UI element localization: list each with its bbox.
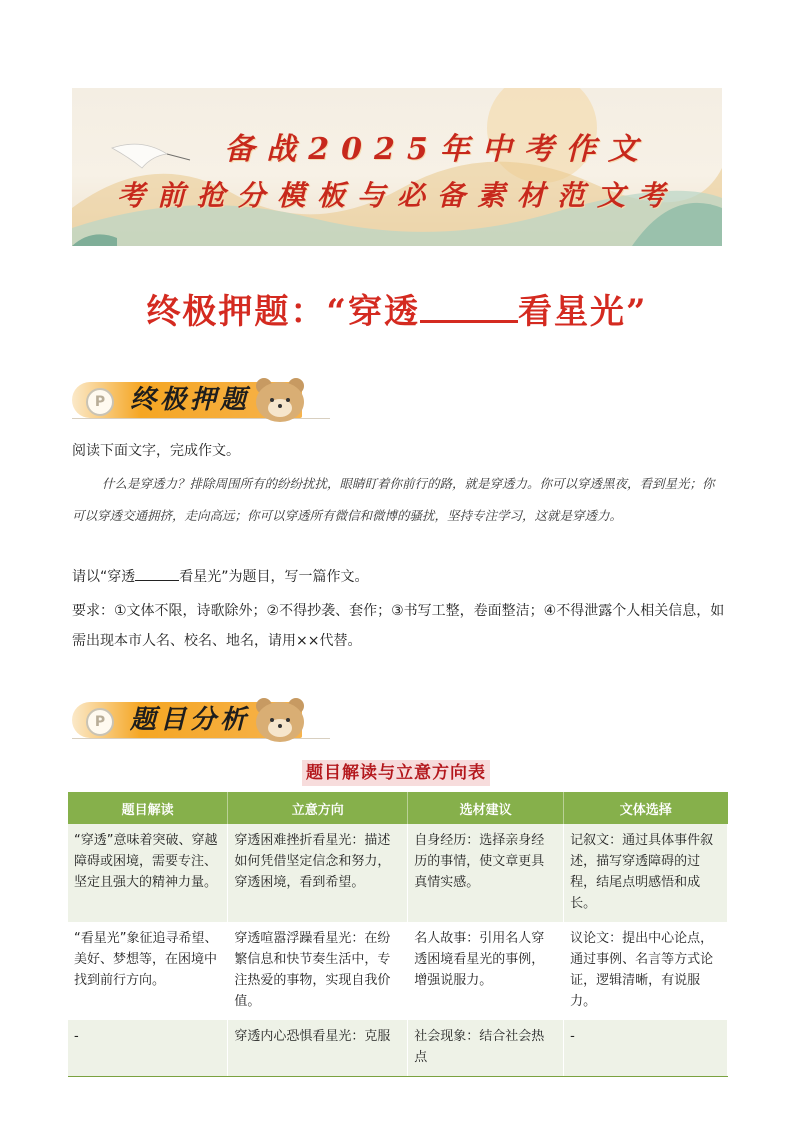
bear-icon — [250, 692, 310, 742]
table-cell: “看星光”象征追寻希望、美好、梦想等，在困境中找到前行方向。 — [68, 922, 228, 1020]
task-blank — [135, 566, 179, 581]
table-cell: 社会现象：结合社会热点 — [408, 1020, 564, 1077]
task-suffix: 看星光”为题目，写一篇作文。 — [179, 569, 369, 585]
column-header: 文体选择 — [564, 792, 728, 824]
prompt-requirements: 要求：①文体不限，诗歌除外；②不得抄袭、套作；③书写工整，卷面整洁；④不得泄露个人相关信息，如需出现本市人名、校名、地名，请用××代替。 — [72, 603, 725, 649]
prompt-intro: 阅读下面文字，完成作文。 — [72, 443, 240, 459]
title-suffix: 看星光” — [518, 292, 648, 332]
table-cell: 名人故事：引用名人穿透困境看星光的事例，增强说服力。 — [408, 922, 564, 1020]
page-title — [0, 284, 794, 333]
table-cell: “穿透”意味着突破、穿越障碍或困境，需要专注、坚定且强大的精神力量。 — [68, 824, 228, 922]
banner-line-2: 考前抢分模板与必备素材范文考 — [116, 179, 677, 212]
banner-line-1: 备战2025年中考作文 — [224, 132, 650, 167]
bear-icon — [250, 372, 310, 422]
table-cell: 穿透困难挫折看星光：描述如何凭借坚定信念和努力，穿透困境，看到希望。 — [228, 824, 408, 922]
table-cell: 穿透内心恐惧看星光：克服 — [228, 1020, 408, 1077]
header-banner — [72, 88, 722, 246]
column-header: 选材建议 — [408, 792, 564, 824]
section-header-analysis — [72, 698, 332, 744]
table-cell: 记叙文：通过具体事件叙述，描写穿透障碍的过程，结尾点明感悟和成长。 — [564, 824, 728, 922]
prompt-passage: 什么是穿透力？排除周围所有的纷纷扰扰，眼睛盯着你前行的路，就是穿透力。你可以穿透黑夜，看到星光；你可以穿透交通拥挤，走向高远；你可以穿透所有微信和微博的骚扰，坚持专注学习，这就是穿透力。 — [72, 476, 715, 523]
title-blank — [420, 294, 518, 323]
table-row — [68, 922, 728, 1020]
table-cell: 穿透喧嚣浮躁看星光：在纷繁信息和快节奏生活中，专注热爱的事物，实现自我价值。 — [228, 922, 408, 1020]
task-prefix: 请以“穿透 — [72, 569, 136, 585]
title-prefix: 终极押题：“穿透 — [146, 292, 420, 332]
section-header-prediction — [72, 378, 332, 424]
coin-icon: P — [86, 708, 114, 736]
prompt-task — [72, 566, 730, 588]
table-cell: 自身经历：选择亲身经历的事情，使文章更具真情实感。 — [408, 824, 564, 922]
column-header: 题目解读 — [68, 792, 228, 824]
section-title: 终极押题 — [130, 385, 251, 415]
table-header-row — [68, 792, 728, 824]
section-title: 题目分析 — [130, 705, 251, 735]
table-cell: 议论文：提出中心论点，通过事例、名言等方式论证，逻辑清晰，有说服力。 — [564, 922, 728, 1020]
table-row — [68, 1020, 728, 1077]
table-cell: - — [564, 1020, 728, 1077]
table-title: 题目解读与立意方向表 — [302, 760, 490, 786]
analysis-table — [68, 792, 728, 1077]
coin-icon: P — [86, 388, 114, 416]
table-cell: - — [68, 1020, 228, 1077]
column-header: 立意方向 — [228, 792, 408, 824]
table-row — [68, 824, 728, 922]
